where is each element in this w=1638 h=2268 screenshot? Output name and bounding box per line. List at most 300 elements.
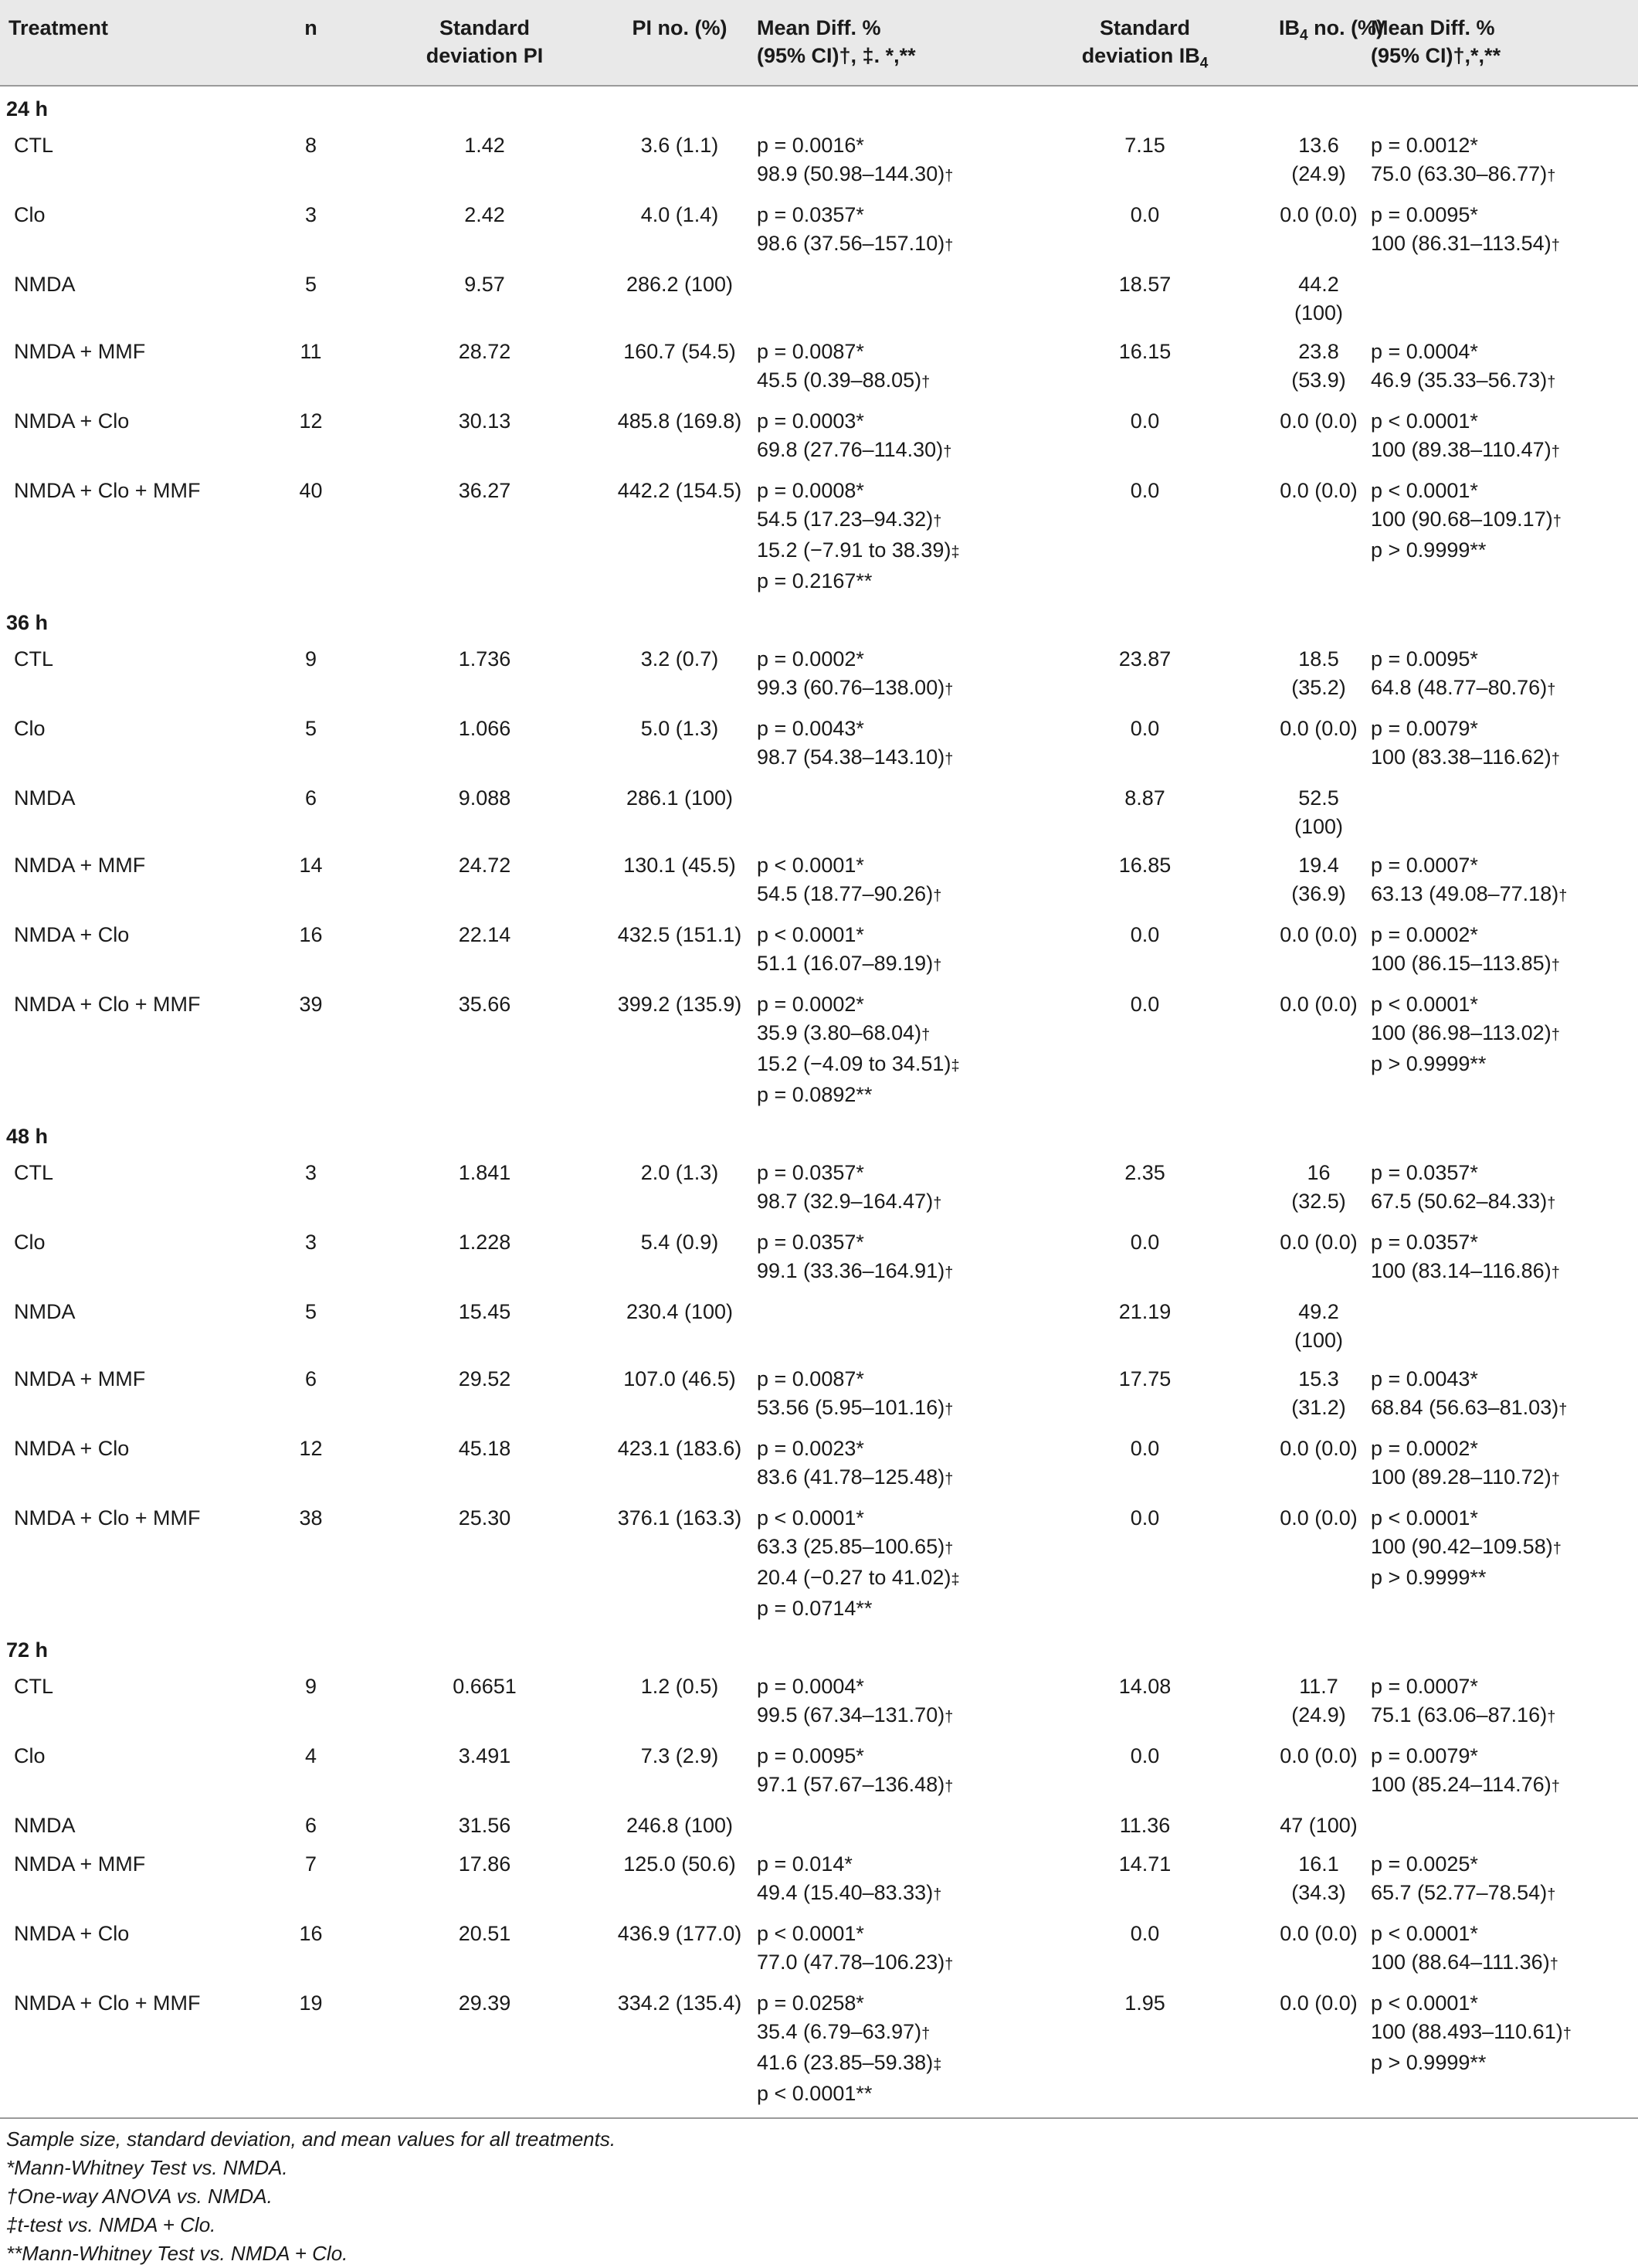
table-row xyxy=(0,1737,1638,1806)
sd-pi-cell: 9.57 xyxy=(464,273,505,296)
footnote-marker: † xyxy=(933,513,942,530)
mean-diff-ib4-cell xyxy=(1363,1360,1638,1429)
stat-line: p = 0.0043* xyxy=(1371,1367,1478,1390)
mean-diff-pi-cell xyxy=(749,1429,1016,1499)
pi-cell: 3.2 (0.7) xyxy=(640,647,719,671)
mean-diff-pi-cell xyxy=(749,1223,1016,1292)
mean-diff-ib4-cell xyxy=(1363,640,1638,709)
ib4-cell: 0.0 (0.0) xyxy=(1280,1437,1358,1460)
ib4-cell: 0.0 (0.0) xyxy=(1280,1922,1358,1945)
ib4-cell: 0.0 (0.0) xyxy=(1280,203,1358,226)
n-cell: 38 xyxy=(299,1506,323,1530)
footnote-marker: † xyxy=(944,751,954,768)
n-cell: 8 xyxy=(304,134,317,157)
sd-pi-cell: 36.27 xyxy=(458,479,511,502)
pi-cell: 3.6 (1.1) xyxy=(640,134,719,157)
stat-line: 100 (90.68–109.17)† xyxy=(1371,508,1562,531)
group-label: 72 h xyxy=(6,1638,49,1662)
table-row xyxy=(0,846,1638,915)
ib4-cell: 0.0 (0.0) xyxy=(1280,479,1358,502)
stat-line: 41.6 (23.85–59.38)‡ xyxy=(757,2051,942,2074)
sd-ib4-cell: 0.0 xyxy=(1130,1437,1160,1460)
stat-line: 98.7 (32.9–164.47)† xyxy=(757,1190,942,1213)
footnote-marker: † xyxy=(1558,888,1568,905)
stat-line: 54.5 (17.23–94.32)† xyxy=(757,508,942,531)
pi-cell: 7.3 (2.9) xyxy=(640,1744,719,1767)
ib4-cell: 0.0 (0.0) xyxy=(1280,993,1358,1016)
stat-line: 98.7 (54.38–143.10)† xyxy=(757,745,954,769)
sd-pi-cell: 1.42 xyxy=(464,134,505,157)
sd-pi-cell: 22.14 xyxy=(458,923,511,946)
pi-cell: 5.4 (0.9) xyxy=(640,1231,719,1254)
stat-line: 97.1 (57.67–136.48)† xyxy=(757,1773,954,1796)
header-row xyxy=(0,0,1638,86)
stat-line: p < 0.0001* xyxy=(1371,1506,1478,1530)
treatment-cell: NMDA + Clo + MMF xyxy=(14,1506,201,1530)
pi-cell: 423.1 (183.6) xyxy=(617,1437,742,1460)
stat-line: 35.4 (6.79–63.97)† xyxy=(757,2020,931,2043)
n-cell: 12 xyxy=(299,409,323,433)
footnote-marker: † xyxy=(1552,513,1562,530)
sd-ib4-cell: 14.71 xyxy=(1118,1852,1172,1876)
ib4-cell: 16 (32.5) xyxy=(1291,1161,1346,1213)
stat-line: 100 (86.31–113.54)† xyxy=(1371,232,1560,255)
stat-line: p = 0.0357* xyxy=(757,203,864,226)
table-row xyxy=(0,709,1638,779)
table-row xyxy=(0,1914,1638,1984)
pi-cell: 432.5 (151.1) xyxy=(617,923,742,946)
stat-line: p < 0.0001* xyxy=(757,854,864,877)
sd-pi-cell: 20.51 xyxy=(458,1922,511,1945)
table-row xyxy=(0,1667,1638,1737)
header-mean-diff-ib4: Mean Diff. % (95% CI)†,*,** xyxy=(1363,0,1638,86)
treatment-cell: NMDA + MMF xyxy=(14,1852,146,1876)
stat-line: 98.9 (50.98–144.30)† xyxy=(757,162,954,185)
footnote-marker: † xyxy=(944,1471,954,1488)
footnote-marker: † xyxy=(921,374,931,391)
stat-line: p = 0.0002* xyxy=(1371,1437,1478,1460)
sd-pi-cell: 35.66 xyxy=(458,993,511,1016)
ib4-cell: 0.0 (0.0) xyxy=(1280,409,1358,433)
mean-diff-ib4-cell xyxy=(1363,195,1638,265)
footnote-marker: † xyxy=(1547,1709,1556,1726)
table-row xyxy=(0,1292,1638,1360)
table-row xyxy=(0,915,1638,985)
sd-ib4-cell: 18.57 xyxy=(1118,273,1172,296)
n-cell: 7 xyxy=(304,1852,317,1876)
n-cell: 12 xyxy=(299,1437,323,1460)
treatment-cell: NMDA + Clo + MMF xyxy=(14,479,201,502)
footnote-marker: † xyxy=(921,1027,931,1044)
stat-line: 100 (83.38–116.62)† xyxy=(1371,745,1560,769)
n-cell: 6 xyxy=(304,786,317,810)
sd-ib4-cell: 23.87 xyxy=(1118,647,1172,671)
stat-line: p = 0.0003* xyxy=(757,409,864,433)
footnote-marker: ‡ xyxy=(951,1058,960,1075)
treatment-cell: NMDA + Clo + MMF xyxy=(14,993,201,1016)
stat-line: p = 0.0016* xyxy=(757,134,864,157)
footnote-marker: † xyxy=(944,1401,954,1418)
pi-cell: 125.0 (50.6) xyxy=(623,1852,736,1876)
treatment-cell: CTL xyxy=(14,1161,54,1184)
sd-ib4-cell: 0.0 xyxy=(1130,479,1160,502)
stat-line: p = 0.0714** xyxy=(757,1597,873,1620)
sd-pi-cell: 3.491 xyxy=(458,1744,511,1767)
footnote-marker: † xyxy=(944,681,954,698)
stat-line: p = 0.0002* xyxy=(757,993,864,1016)
n-cell: 3 xyxy=(304,1161,317,1184)
footnote-marker: † xyxy=(1547,1195,1556,1212)
stat-line: p < 0.0001* xyxy=(1371,1922,1478,1945)
stat-line: 99.1 (33.36–164.91)† xyxy=(757,1259,954,1282)
treatment-cell: NMDA xyxy=(14,1814,76,1837)
footnote-marker: † xyxy=(1552,1540,1562,1557)
footnote-marker: † xyxy=(944,1540,954,1557)
sd-pi-cell: 1.736 xyxy=(458,647,511,671)
stat-line: 75.0 (63.30–86.77)† xyxy=(1371,162,1556,185)
n-cell: 14 xyxy=(299,854,323,877)
group-label: 48 h xyxy=(6,1125,49,1148)
mean-diff-pi-cell xyxy=(749,709,1016,779)
stat-line: p < 0.0001* xyxy=(757,1506,864,1530)
n-cell: 16 xyxy=(299,923,323,946)
stat-line: p > 0.9999** xyxy=(1371,538,1487,562)
sd-pi-cell: 31.56 xyxy=(458,1814,511,1837)
footnote-marker: † xyxy=(1547,168,1556,185)
footnote-line: *Mann-Whitney Test vs. NMDA. xyxy=(6,2156,288,2179)
stat-line: 100 (85.24–114.76)† xyxy=(1371,1773,1560,1796)
treatment-cell: NMDA + Clo xyxy=(14,1922,130,1945)
table-row xyxy=(0,1845,1638,1914)
ib4-cell: 13.6 (24.9) xyxy=(1291,134,1346,185)
ib4-cell: 18.5 (35.2) xyxy=(1291,647,1346,699)
stat-line: 15.2 (−7.91 to 38.39)‡ xyxy=(757,538,960,562)
table-row xyxy=(0,1223,1638,1292)
header-pi-no: PI no. (%) xyxy=(610,0,749,86)
mean-diff-ib4-cell xyxy=(1363,709,1638,779)
stat-line: 100 (89.38–110.47)† xyxy=(1371,438,1560,461)
stat-line: p = 0.0357* xyxy=(1371,1231,1478,1254)
pi-cell: 130.1 (45.5) xyxy=(623,854,736,877)
mean-diff-ib4-cell xyxy=(1363,471,1638,600)
footnote-marker: † xyxy=(944,1265,954,1282)
sd-ib4-cell: 17.75 xyxy=(1118,1367,1172,1390)
pi-cell: 246.8 (100) xyxy=(626,1814,734,1837)
mean-diff-pi-cell xyxy=(749,195,1016,265)
n-cell: 39 xyxy=(299,993,323,1016)
stat-line: 15.2 (−4.09 to 34.51)‡ xyxy=(757,1052,960,1075)
stat-line: p = 0.0079* xyxy=(1371,1744,1478,1767)
sd-pi-cell: 28.72 xyxy=(458,340,511,363)
sd-ib4-cell: 1.95 xyxy=(1016,1984,1274,2118)
stat-line: 35.9 (3.80–68.04)† xyxy=(757,1021,931,1044)
pi-cell: 376.1 (163.3) xyxy=(617,1506,742,1530)
mean-diff-pi-cell xyxy=(749,915,1016,985)
stat-line: 45.5 (0.39–88.05)† xyxy=(757,368,931,392)
stat-line: p > 0.9999** xyxy=(1371,1052,1487,1075)
header-ib4-no: $IB_4$ no. (%) xyxy=(1274,0,1363,86)
sd-ib4-cell: 0.0 xyxy=(1130,923,1160,946)
stat-line: 68.84 (56.63–81.03)† xyxy=(1371,1396,1568,1419)
mean-diff-pi-cell xyxy=(749,126,1016,195)
stat-line: p = 0.0357* xyxy=(757,1231,864,1254)
table-row xyxy=(0,1806,1638,1845)
treatment-cell: NMDA + Clo xyxy=(14,409,130,433)
treatment-cell: Clo xyxy=(14,717,46,740)
sd-pi-cell: 30.13 xyxy=(458,409,511,433)
n-cell: 5 xyxy=(304,273,317,296)
stat-line: p = 0.014* xyxy=(757,1852,853,1876)
sd-pi-cell: 0.6651 xyxy=(453,1675,517,1698)
footnote-marker: † xyxy=(1551,751,1560,768)
mean-diff-ib4-cell xyxy=(1363,846,1638,915)
mean-diff-ib4-cell xyxy=(1363,1845,1638,1914)
footnote-line: ‡t-test vs. NMDA + Clo. xyxy=(6,2213,216,2236)
treatment-cell: CTL xyxy=(14,1675,54,1698)
mean-diff-ib4-cell xyxy=(1363,126,1638,195)
stat-line: p = 0.0095* xyxy=(1371,647,1478,671)
mean-diff-pi-cell xyxy=(749,1806,1016,1845)
sd-pi-cell: 29.39 xyxy=(359,1984,610,2118)
sd-ib4-cell: 0.0 xyxy=(1130,717,1160,740)
mean-diff-pi-cell xyxy=(749,985,1016,1114)
sd-pi-cell: 45.18 xyxy=(458,1437,511,1460)
mean-diff-ib4-cell xyxy=(1363,1737,1638,1806)
table-row xyxy=(0,471,1638,600)
header-n: n xyxy=(263,0,359,86)
mean-diff-pi-cell xyxy=(749,1292,1016,1360)
table-header xyxy=(0,0,1638,86)
stat-line: 64.8 (48.77–80.76)† xyxy=(1371,676,1556,699)
group-row xyxy=(0,86,1638,126)
stat-line: 63.3 (25.85–100.65)† xyxy=(757,1535,954,1558)
stat-line: p = 0.0025* xyxy=(1371,1852,1478,1876)
footnote-marker: ‡ xyxy=(933,2056,942,2073)
pi-cell: 230.4 (100) xyxy=(626,1300,734,1323)
stat-line: p = 0.0012* xyxy=(1371,134,1478,157)
mean-diff-pi-cell xyxy=(749,1737,1016,1806)
stat-line: 75.1 (63.06–87.16)† xyxy=(1371,1703,1556,1726)
ib4-cell: 44.2 (100) xyxy=(1294,273,1344,324)
n-cell: 9 xyxy=(304,647,317,671)
stat-line: 65.7 (52.77–78.54)† xyxy=(1371,1881,1556,1904)
mean-diff-ib4-cell xyxy=(1363,1806,1638,1845)
n-cell: 3 xyxy=(304,1231,317,1254)
ib4-cell: 0.0 (0.0) xyxy=(1280,717,1358,740)
table-row xyxy=(0,640,1638,709)
stat-line: p = 0.0357* xyxy=(757,1161,864,1184)
table-footnotes xyxy=(0,2119,1638,2268)
footnote-marker: † xyxy=(1547,681,1556,698)
footnote-marker: † xyxy=(1558,1401,1568,1418)
stat-line: 100 (89.28–110.72)† xyxy=(1371,1465,1560,1489)
sd-pi-cell: 1.841 xyxy=(458,1161,511,1184)
stat-line: p > 0.9999** xyxy=(1371,1566,1487,1589)
sd-pi-cell: 24.72 xyxy=(458,854,511,877)
stat-line: 100 (86.15–113.85)† xyxy=(1371,952,1560,975)
footnote-marker: † xyxy=(944,1709,954,1726)
stat-line: p = 0.0002* xyxy=(757,647,864,671)
stat-line: p = 0.2167** xyxy=(757,569,873,592)
sd-ib4-cell: 0.0 xyxy=(1130,1922,1160,1945)
header-sd-ib4: Standard deviation $IB_4$ xyxy=(1016,0,1274,86)
n-cell: 5 xyxy=(304,717,317,740)
ib4-cell: 52.5 (100) xyxy=(1294,786,1344,838)
treatment-cell: NMDA xyxy=(14,786,76,810)
pi-cell: 2.0 (1.3) xyxy=(640,1161,719,1184)
mean-diff-ib4-cell xyxy=(1363,1223,1638,1292)
treatment-cell: CTL xyxy=(14,134,54,157)
mean-diff-pi-cell xyxy=(749,640,1016,709)
pi-cell: 399.2 (135.9) xyxy=(617,993,742,1016)
table-row xyxy=(0,1360,1638,1429)
sd-pi-cell: 29.52 xyxy=(458,1367,511,1390)
table-row xyxy=(0,985,1638,1114)
sd-ib4-cell: 0.0 xyxy=(1130,409,1160,433)
footnote-marker: † xyxy=(933,957,942,974)
mean-diff-ib4-cell xyxy=(1363,1984,1638,2118)
group-row xyxy=(0,1114,1638,1153)
ib4-cell: 19.4 (36.9) xyxy=(1291,854,1346,905)
stat-line: 51.1 (16.07–89.19)† xyxy=(757,952,942,975)
stat-line: p = 0.0002* xyxy=(1371,923,1478,946)
stat-line: p = 0.0892** xyxy=(757,1083,873,1106)
stat-line: 77.0 (47.78–106.23)† xyxy=(757,1951,954,1974)
mean-diff-pi-cell xyxy=(749,1360,1016,1429)
footnote-marker: † xyxy=(1551,1471,1560,1488)
mean-diff-pi-cell xyxy=(749,471,1016,600)
mean-diff-ib4-cell xyxy=(1363,1914,1638,1984)
header-mean-diff-pi: Mean Diff. % (95% CI)†, ‡. *,** xyxy=(749,0,1016,86)
mean-diff-pi-cell xyxy=(749,332,1016,402)
sd-ib4-cell: 0.0 xyxy=(1130,1231,1160,1254)
stat-line: 69.8 (27.76–114.30)† xyxy=(757,438,952,461)
footnote-marker: † xyxy=(933,888,942,905)
mean-diff-ib4-cell xyxy=(1363,1153,1638,1223)
mean-diff-pi-cell xyxy=(749,1153,1016,1223)
stat-line: 49.4 (15.40–83.33)† xyxy=(757,1881,942,1904)
stat-line: 53.56 (5.95–101.16)† xyxy=(757,1396,954,1419)
stat-line: 83.6 (41.78–125.48)† xyxy=(757,1465,954,1489)
treatment-cell: NMDA xyxy=(14,1300,76,1323)
mean-diff-ib4-cell xyxy=(1363,1499,1638,1628)
stat-line: 100 (88.493–110.61)† xyxy=(1371,2020,1572,2043)
sd-pi-cell: 15.45 xyxy=(458,1300,511,1323)
treatment-cell: NMDA xyxy=(14,273,76,296)
mean-diff-pi-cell xyxy=(749,1845,1016,1914)
table-row xyxy=(0,1153,1638,1223)
footnote-marker: † xyxy=(933,1195,942,1212)
mean-diff-ib4-cell xyxy=(1363,265,1638,332)
stat-line: 100 (88.64–111.36)† xyxy=(1371,1951,1558,1974)
ib4-cell: 0.0 (0.0) xyxy=(1280,1744,1358,1767)
pi-cell: 107.0 (46.5) xyxy=(623,1367,736,1390)
n-cell: 19 xyxy=(263,1984,359,2118)
stat-line: p = 0.0004* xyxy=(757,1675,864,1698)
stat-line: p = 0.0258* xyxy=(757,1991,864,2015)
pi-cell: 286.2 (100) xyxy=(626,273,734,296)
stat-line: p < 0.0001* xyxy=(1371,993,1478,1016)
footnote-marker: † xyxy=(1549,1956,1558,1973)
stat-line: p = 0.0043* xyxy=(757,717,864,740)
footnote-line: **Mann-Whitney Test vs. NMDA + Clo. xyxy=(6,2242,348,2265)
sd-ib4-cell: 21.19 xyxy=(1118,1300,1172,1323)
footnote-marker: † xyxy=(1551,237,1560,254)
pi-cell: 5.0 (1.3) xyxy=(640,717,719,740)
stat-line: 54.5 (18.77–90.26)† xyxy=(757,882,942,905)
mean-diff-pi-cell xyxy=(749,1499,1016,1628)
ib4-cell: 16.1 (34.3) xyxy=(1291,1852,1346,1904)
ib4-cell: 0.0 (0.0) xyxy=(1280,923,1358,946)
stat-line: p = 0.0007* xyxy=(1371,1675,1478,1698)
stat-line: p = 0.0007* xyxy=(1371,854,1478,877)
mean-diff-pi-cell xyxy=(749,265,1016,332)
stat-line: p = 0.0008* xyxy=(757,479,864,502)
sd-pi-cell: 1.066 xyxy=(458,717,511,740)
stat-line: p = 0.0023* xyxy=(757,1437,864,1460)
n-cell: 3 xyxy=(304,203,317,226)
stat-line: 98.6 (37.56–157.10)† xyxy=(757,232,954,255)
n-cell: 40 xyxy=(299,479,323,502)
stat-line: p = 0.0357* xyxy=(1371,1161,1478,1184)
sd-ib4-cell: 0.0 xyxy=(1130,1744,1160,1767)
n-cell: 4 xyxy=(304,1744,317,1767)
n-cell: 6 xyxy=(304,1367,317,1390)
group-row xyxy=(0,1628,1638,1667)
pi-cell: 442.2 (154.5) xyxy=(617,479,742,502)
ib4-cell: 0.0 (0.0) xyxy=(1274,1984,1363,2118)
stat-line: p < 0.0001* xyxy=(757,1922,864,1945)
stat-line: 100 (86.98–113.02)† xyxy=(1371,1021,1560,1044)
sd-ib4-cell: 7.15 xyxy=(1124,134,1165,157)
footnote-marker: † xyxy=(1551,957,1560,974)
header-sd-pi: Standard deviation PI xyxy=(359,0,610,86)
n-cell: 16 xyxy=(299,1922,323,1945)
stat-line: p < 0.0001* xyxy=(1371,1991,1478,2015)
mean-diff-pi-cell xyxy=(749,1984,1016,2118)
footnote-marker: † xyxy=(944,1956,954,1973)
treatment-cell: Clo xyxy=(14,1744,46,1767)
table-row xyxy=(0,1499,1638,1628)
sd-ib4-cell: 11.36 xyxy=(1119,1814,1171,1837)
pi-cell: 334.2 (135.4) xyxy=(610,1984,749,2118)
mean-diff-pi-cell xyxy=(749,846,1016,915)
footnote-marker: † xyxy=(921,2025,931,2042)
ib4-cell: 0.0 (0.0) xyxy=(1280,1231,1358,1254)
treatment-cell: NMDA + MMF xyxy=(14,1367,146,1390)
mean-diff-ib4-cell xyxy=(1363,915,1638,985)
pi-cell: 485.8 (169.8) xyxy=(617,409,742,433)
mean-diff-pi-cell xyxy=(749,402,1016,471)
mean-diff-pi-cell xyxy=(749,1667,1016,1737)
mean-diff-pi-cell xyxy=(749,779,1016,846)
stat-line: 46.9 (35.33–56.73)† xyxy=(1371,368,1556,392)
pi-cell: 286.1 (100) xyxy=(626,786,734,810)
stat-line: 20.4 (−0.27 to 41.02)‡ xyxy=(757,1566,960,1589)
table-body xyxy=(0,86,1638,2118)
table-row xyxy=(0,265,1638,332)
sd-pi-cell: 25.30 xyxy=(458,1506,511,1530)
sd-ib4-cell: 16.85 xyxy=(1118,854,1172,877)
footnote-marker: † xyxy=(933,1886,942,1903)
stat-line: p = 0.0004* xyxy=(1371,340,1478,363)
sd-ib4-cell: 2.35 xyxy=(1124,1161,1165,1184)
mean-diff-ib4-cell xyxy=(1363,402,1638,471)
treatment-cell: Clo xyxy=(14,1231,46,1254)
sd-ib4-cell: 0.0 xyxy=(1130,993,1160,1016)
footnote-marker: † xyxy=(1551,443,1560,460)
treatment-cell: NMDA + Clo xyxy=(14,923,130,946)
